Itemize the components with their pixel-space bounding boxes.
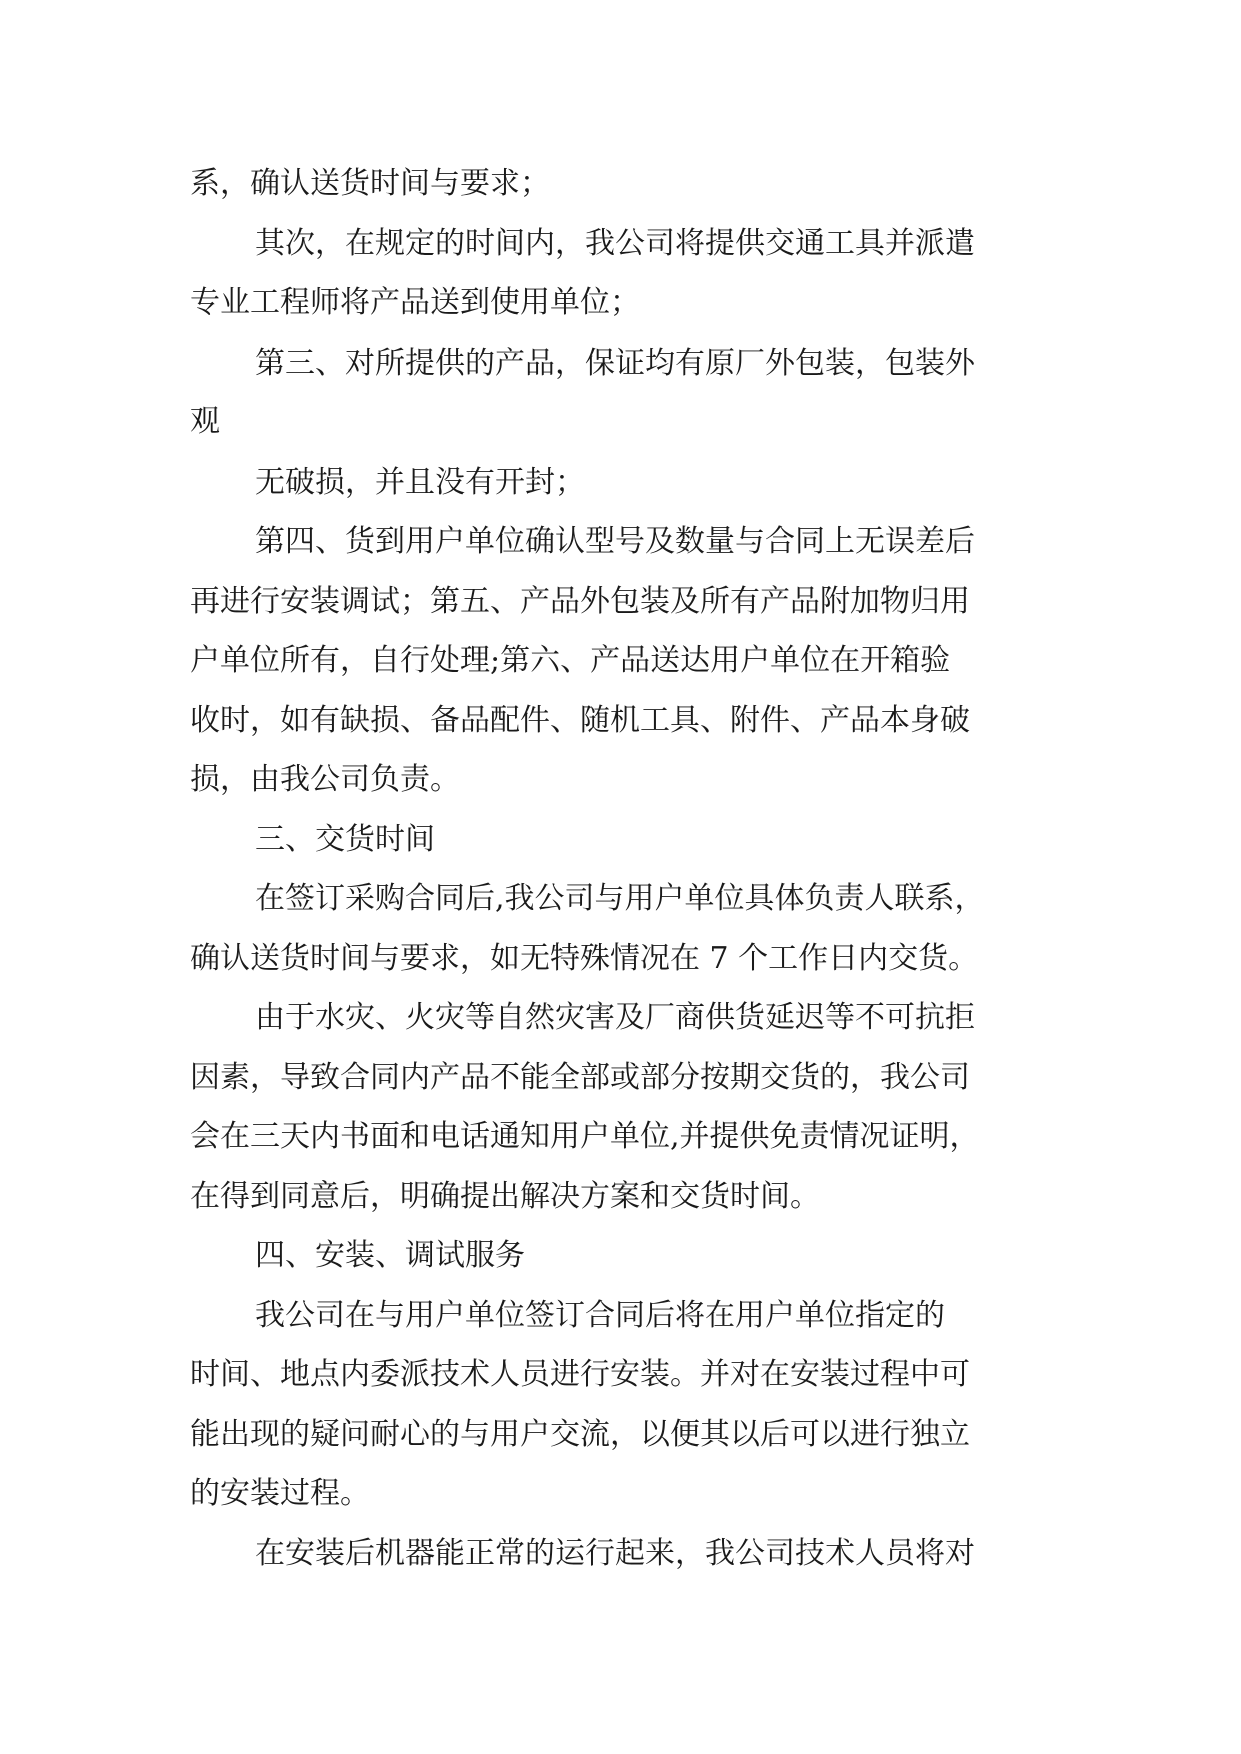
text-line: 户单位所有，自行处理;第六、产品送达用户单位在开箱验 — [190, 643, 951, 678]
text-line: 能出现的疑问耐心的与用户交流，以便其以后可以进行独立 — [190, 1417, 970, 1452]
text-line: 由于水灾、火灾等自然灾害及厂商供货延迟等不可抗拒 — [255, 1000, 975, 1035]
text-line: 专业工程师将产品送到使用单位； — [190, 285, 640, 320]
text-line: 时间、地点内委派技术人员进行安装。并对在安装过程中可 — [190, 1357, 970, 1392]
text-line: 会在三天内书面和电话通知用户单位,并提供免责情况证明， — [190, 1119, 980, 1154]
text-line: 在签订采购合同后,我公司与用户单位具体负责人联系， — [255, 881, 985, 916]
text-line: 系，确认送货时间与要求； — [190, 166, 550, 201]
text-line: 第三、对所提供的产品，保证均有原厂外包装，包装外 — [255, 346, 975, 381]
text-line: 观 — [190, 404, 220, 439]
text-line: 在得到同意后，明确提出解决方案和交货时间。 — [190, 1179, 820, 1214]
section-heading: 三、交货时间 — [255, 822, 435, 857]
text-line: 无破损，并且没有开封； — [255, 465, 585, 500]
text-line: 损，由我公司负责。 — [190, 762, 460, 797]
text-line: 因素，导致合同内产品不能全部或部分按期交货的，我公司 — [190, 1060, 970, 1095]
section-heading: 四、安装、调试服务 — [255, 1238, 525, 1273]
text-line: 我公司在与用户单位签订合同后将在用户单位指定的 — [255, 1298, 945, 1333]
text-line: 确认送货时间与要求，如无特殊情况在 7 个工作日内交货。 — [190, 941, 979, 976]
text-line: 第四、货到用户单位确认型号及数量与合同上无误差后 — [255, 524, 975, 559]
text-line: 收时，如有缺损、备品配件、随机工具、附件、产品本身破 — [190, 703, 970, 738]
text-line: 再进行安装调试；第五、产品外包装及所有产品附加物归用 — [190, 584, 970, 619]
text-line: 的安装过程。 — [190, 1476, 370, 1511]
text-line: 在安装后机器能正常的运行起来，我公司技术人员将对 — [255, 1536, 975, 1571]
text-line: 其次，在规定的时间内，我公司将提供交通工具并派遣 — [255, 226, 975, 261]
